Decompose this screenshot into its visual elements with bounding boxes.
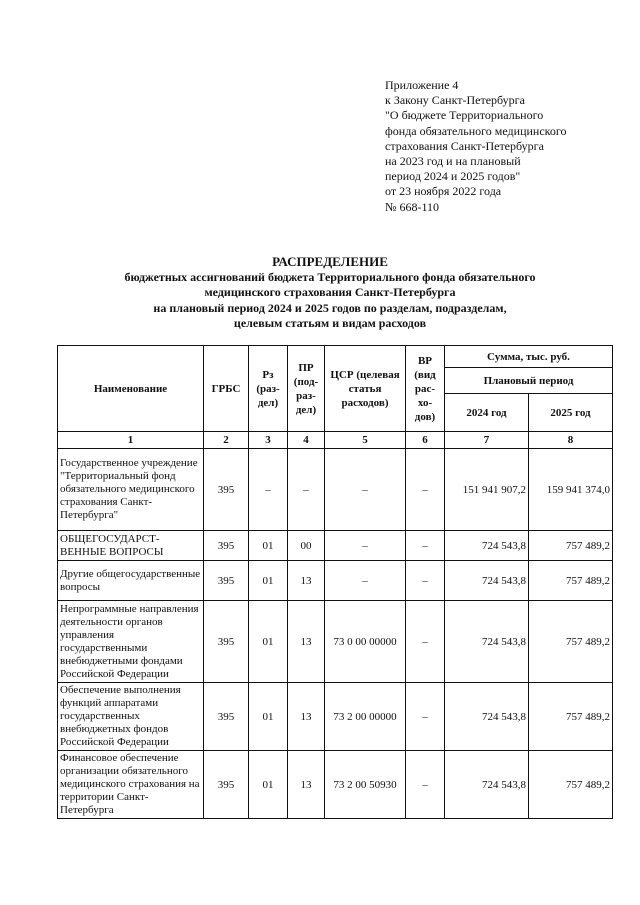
appendix-block — [385, 78, 625, 215]
row-csr: 73 2 00 00000 — [325, 683, 406, 751]
row-sum-2024: 151 941 907,2 — [445, 449, 529, 531]
row-rz: 01 — [249, 531, 288, 561]
header-csr: ЦСР (целевая статья расходов) — [325, 346, 406, 432]
header-rz: Рз (раз-дел) — [249, 346, 288, 432]
appendix-line: "О бюджете Территориального — [385, 108, 544, 123]
table-row — [58, 561, 613, 601]
row-name: Финансовое обеспечение организации обязательного медицинского страхования на территории Санкт-Петербурга — [58, 751, 204, 819]
appendix-line: период 2024 и 2025 годов" — [385, 169, 521, 184]
table-row — [58, 531, 613, 561]
row-sum-2024: 724 543,8 — [445, 601, 529, 683]
heading-line: бюджетных ассигнований бюджета Территориального фонда обязательного — [124, 269, 536, 284]
row-name: Обеспечение выполнения функций аппаратами государственных внебюджетных фондов Российской Федерации — [58, 683, 204, 751]
table-row — [58, 683, 613, 751]
row-name: Непрограммные направления деятельности органов управления государственными внебюджетными фондами Российской Федерации — [58, 601, 204, 683]
row-csr: 73 0 00 00000 — [325, 601, 406, 683]
heading-line: целевым статьям и видам расходов — [233, 316, 427, 331]
header-pr: ПР (под-раз-дел) — [288, 346, 325, 432]
row-grbs: 395 — [204, 683, 249, 751]
row-csr: – — [325, 561, 406, 601]
row-vr: – — [406, 561, 445, 601]
row-sum-2025: 757 489,2 — [529, 751, 613, 819]
header-2024: 2024 год — [445, 394, 529, 432]
column-number: 4 — [288, 432, 325, 449]
row-vr: – — [406, 449, 445, 531]
appendix-line: на 2023 год и на плановый — [385, 154, 521, 169]
row-pr: 13 — [288, 561, 325, 601]
appendix-line: страхования Санкт-Петербурга — [385, 138, 544, 153]
row-pr: 13 — [288, 751, 325, 819]
row-vr: – — [406, 531, 445, 561]
row-sum-2025: 159 941 374,0 — [529, 449, 613, 531]
row-sum-2025: 757 489,2 — [529, 531, 613, 561]
row-grbs: 395 — [204, 751, 249, 819]
row-csr: – — [325, 531, 406, 561]
row-sum-2025: 757 489,2 — [529, 561, 613, 601]
column-number-row — [58, 432, 613, 449]
header-grbs: ГРБС — [204, 346, 249, 432]
appendix-line: фонда обязательного медицинского — [385, 123, 567, 138]
appendix-line: Приложение 4 — [385, 78, 459, 92]
heading-line: на плановый период 2024 и 2025 годов по разделам, подразделам, — [153, 300, 507, 315]
row-sum-2025: 757 489,2 — [529, 601, 613, 683]
table-row — [58, 751, 613, 819]
row-pr: 00 — [288, 531, 325, 561]
budget-table — [57, 345, 613, 819]
row-vr: – — [406, 683, 445, 751]
row-csr: – — [325, 449, 406, 531]
row-rz: 01 — [249, 751, 288, 819]
table-row — [58, 449, 613, 531]
column-number: 5 — [325, 432, 406, 449]
column-number: 3 — [249, 432, 288, 449]
row-vr: – — [406, 751, 445, 819]
row-rz: 01 — [249, 561, 288, 601]
document-title: РАСПРЕДЕЛЕНИЕ — [272, 254, 388, 269]
header-plan-period: Плановый период — [445, 368, 613, 394]
row-rz: 01 — [249, 683, 288, 751]
row-sum-2024: 724 543,8 — [445, 683, 529, 751]
row-rz: 01 — [249, 601, 288, 683]
row-pr: 13 — [288, 601, 325, 683]
row-sum-2024: 724 543,8 — [445, 531, 529, 561]
appendix-line: к Закону Санкт-Петербурга — [385, 93, 525, 108]
table-row — [58, 601, 613, 683]
row-name: Другие общегосударственные вопросы — [58, 561, 204, 601]
row-pr: – — [288, 449, 325, 531]
header-2025: 2025 год — [529, 394, 613, 432]
row-sum-2024: 724 543,8 — [445, 751, 529, 819]
row-name: Государственное учреждение "Территориальный фонд обязательного медицинского страхования Санкт-Петербурга" — [58, 449, 204, 531]
heading-line: медицинского страхования Санкт-Петербурга — [204, 285, 456, 300]
row-vr: – — [406, 601, 445, 683]
row-csr: 73 2 00 50930 — [325, 751, 406, 819]
row-name: ОБЩЕГОСУДАРСТ-ВЕННЫЕ ВОПРОСЫ — [58, 531, 204, 561]
column-number: 8 — [529, 432, 613, 449]
law-number: № 668-110 — [385, 199, 439, 214]
row-grbs: 395 — [204, 449, 249, 531]
column-number: 7 — [445, 432, 529, 449]
column-number: 2 — [204, 432, 249, 449]
row-sum-2025: 757 489,2 — [529, 683, 613, 751]
column-number: 6 — [406, 432, 445, 449]
row-grbs: 395 — [204, 601, 249, 683]
document-heading — [20, 254, 640, 332]
row-rz: – — [249, 449, 288, 531]
row-pr: 13 — [288, 683, 325, 751]
header-vr: ВР (вид рас-хо-дов) — [406, 346, 445, 432]
header-sum: Сумма, тыс. руб. — [445, 346, 613, 368]
row-grbs: 395 — [204, 531, 249, 561]
column-number: 1 — [58, 432, 204, 449]
appendix-line: от 23 ноября 2022 года — [385, 184, 502, 199]
header-name: Наименование — [58, 346, 204, 432]
row-grbs: 395 — [204, 561, 249, 601]
row-sum-2024: 724 543,8 — [445, 561, 529, 601]
